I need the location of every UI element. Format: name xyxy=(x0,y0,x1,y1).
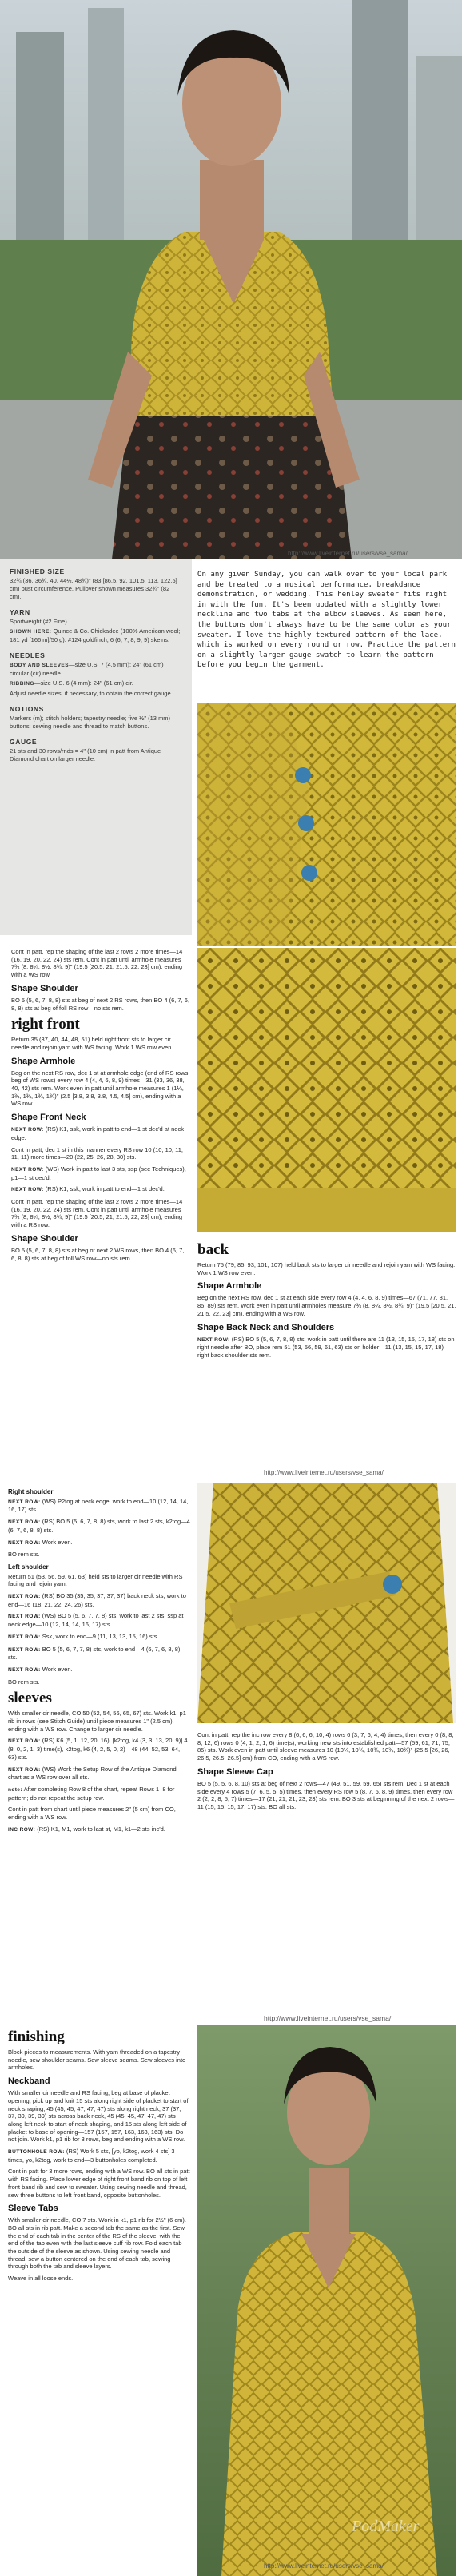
back-armhole-text: Beg on the next RS row, dec 1 st at each side every row 4 (4, 4, 6, 8, 9) times—67 (71, 77, 81, 85, 89) sts rem. Work even in patt until armholes measure 7¾ (8, 8¼, 8½, 8¾, 9)" (19.5 [20.5, 21, 21.5, 22, 23] cm), ending with a WS row. xyxy=(197,1294,456,1317)
sleeve-tabs-text: With smaller cir needle, CO 7 sts. Work in k1, p1 rib for 2½" (6 cm). BO all sts in rib patt. Make a second tab the same as the first. Sew the end of each tab in the center of the RS of the sleeve, with the end of the tab even with the last sleeve cuff rib row. Fold each tab the outside of the sleeve as shown. Using sewing needle and thread, sew a button centered on the end of each tab, sewing through both the tab and sleeve layers. xyxy=(8,2216,187,2271)
rs-bo-rem: BO rem sts. xyxy=(8,1551,40,1559)
needles-adjust: Adjust needle sizes, if necessary, to obtain the correct gauge. xyxy=(10,690,173,697)
shape-shoulder-text-2: BO 5 (5, 6, 7, 8, 8) sts at beg of next 2 WS rows, then BO 4 (6, 7, 6, 8, 8) sts at beg of foll WS row—no sts rem. xyxy=(11,1246,185,1262)
buttonhole-cont: Cont in patt for 3 more rows, ending with a WS row. BO all sts in patt with RS facing. Place lower edge of right front band rib on top of left front band rib and sew to sweater. Using sewing needle and thread, sew three buttons to left front band, opposite buttonholes. xyxy=(8,2168,190,2199)
sleeve-cap-heading: Shape Sleeve Cap xyxy=(197,1766,273,1777)
model-photo-bottom xyxy=(197,2025,456,2576)
back-heading: back xyxy=(197,1241,229,1258)
next-row-3: NEXT ROW: (RS) K1, ssk, work in patt to end—1 st dec'd. xyxy=(11,1185,165,1193)
ls-next-row-1: NEXT ROW: (RS) BO 35 (35, 35, 37, 37, 37) back neck sts, work to end—16 (18, 21, 22, 24, 26) sts. xyxy=(8,1592,186,1608)
finishing-heading: finishing xyxy=(8,2029,65,2045)
gauge-heading: GAUGE xyxy=(10,738,38,746)
watermark-url-2: http://www.liveinternet.ru/users/vse_sama/ xyxy=(264,1469,384,1476)
notions-heading: NOTIONS xyxy=(10,705,44,713)
watermark-url-1: http://www.liveinternet.ru/users/vse_sama/ xyxy=(288,550,408,557)
logo-watermark: PodMaker xyxy=(352,2518,420,2535)
back-neck-next-row: NEXT ROW: (RS) BO 5 (5, 6, 7, 8, 8) sts, work in patt until there are 11 (13, 15, 15, 17, 18) sts on right needle after BO, place rem 51 (53, 56, 59, 61, 63) sts on holder—11 (13, 15, 15, 17, 18) right back shoulder sts rem. xyxy=(197,1335,455,1359)
shape-shoulder-heading: Shape Shoulder xyxy=(11,983,78,993)
sleeves-cont: Cont in patt from chart until piece measures 2" (5 cm) from CO, ending with a WS row. xyxy=(8,1806,176,1822)
yarn-heading: YARN xyxy=(10,608,30,616)
sleeves-text: With smaller cir needle, CO 50 (52, 54, 56, 65, 67) sts. Work k1, p1 rib in rows (see Stitch Guide) until piece measures 1" (2.5 cm), ending with a WS row. Change to larger cir needle. xyxy=(8,1710,186,1733)
sleeve-tab-photo xyxy=(197,1483,456,1723)
watermark-url-4: http://www.liveinternet.ru/users/vse_sama/ xyxy=(264,2562,384,2570)
yarn-weight: Sportweight (#2 Fine). xyxy=(10,618,69,625)
gauge-text: 21 sts and 30 rows/rnds = 4" (10 cm) in patt from Antique Diamond chart on larger needle. xyxy=(10,747,161,762)
left-shoulder-heading: Left shoulder xyxy=(8,1563,49,1571)
ls-next-row-2: NEXT ROW: (WS) BO 5 (5, 6, 7, 7, 8) sts, work to last 2 sts, ssp at neck edge—10 (12, 14, 14, 16, 17) sts. xyxy=(8,1612,184,1629)
neckband-text: With smaller cir needle and RS facing, beg at base of placket opening, pick up and knit 15 sts along right side of placket to start of neck shaping, 45 (45, 45, 47, 47, 47) sts along right neck, 37 (37, 37, 39, 39, 39) sts across back neck, 45 (45, 45, 47, 47, 47) sts along left neck to start of neck shaping, and 15 sts along left side of placket to base of opening—157 (157, 157, 163, 163, 163) sts. Do not join. Work k1, p1 rib for 3 rows, beg and ending with a WS row. xyxy=(8,2089,189,2144)
column-sleeve-cap xyxy=(197,1731,456,1815)
rs-next-row-2: NEXT ROW: (RS) BO 5 (5, 6, 7, 8, 8) sts, work to last 2 sts, k2tog—4 (6, 7, 6, 8, 8) sts. xyxy=(8,1518,190,1534)
column-shoulders-sleeves xyxy=(8,1483,190,1838)
right-shoulder-heading: Right shoulder xyxy=(8,1488,54,1495)
specs-sidebar xyxy=(0,559,192,935)
weave-ends: Weave in all loose ends. xyxy=(8,2275,74,2283)
ls-next-row-5: NEXT ROW: Work even. xyxy=(8,1665,73,1673)
needles-body: BODY AND SLEEVES—size U.S. 7 (4.5 mm): 24" (61 cm) circular (cir) needle. xyxy=(10,661,164,677)
shape-armhole-text: Beg on the next RS row, dec 1 st at armhole edge (end of RS rows, beg of WS rows) every row 4 (4, 4, 6, 8, 9) times—31 (33, 36, 38, 40, 42) sts rem. Work even in patt until armhole measures 1 (1¼, 1¾, 1¾, 1¾, 1¾)" (2.5 [3.8, 3.8, 3.8, 4.5, 4.5] cm), ending with a WS row. xyxy=(11,1069,190,1108)
sleeves-note: note: After completing Row 8 of the chart, repeat Rows 1–8 for pattern; do not repeat the setup row. xyxy=(8,1785,175,1802)
ls-return: Return 51 (53, 56, 59, 61, 63) held sts to larger cir needle with RS facing and rejoin yarn. xyxy=(8,1572,183,1588)
buttonhole-row: BUTTONHOLE ROW: (RS) Work 5 sts, [yo, k2tog, work 4 sts] 3 times, yo, k2tog, work to end—3 buttonholes completed. xyxy=(8,2148,175,2164)
needles-heading: NEEDLES xyxy=(10,651,46,659)
rs-next-row-3: NEXT ROW: Work even. xyxy=(8,1538,73,1546)
column-finishing xyxy=(8,2025,190,2287)
intro-paragraph: On any given Sunday, you can walk over to your local park and be treated to a musical performance, breakdance demonstration, or wedding. This henley sweater fits right in with the fun. It's been updated with a slightly lower neckline and two tabs at the elbow sleeves. As seen here, the buttons don't always have to be the same color as your sweater. I love the highly textured pattern of the lace, which is worked on every round or row. Practice the pattern on a slightly larger gauge swatch to learn the pattern before you begin the garment. xyxy=(197,571,456,670)
finishing-block: Block pieces to measurements. With yarn threaded on a tapestry needle, sew shoulder seams. Sew sleeve seams. Sew sleeves into armholes. xyxy=(8,2048,186,2072)
ls-next-row-3: NEXT ROW: Ssk, work to end—9 (11, 13, 13, 15, 16) sts. xyxy=(8,1632,159,1640)
sleeve-cap-text: BO 5 (5, 5, 6, 8, 10) sts at beg of next 2 rows—47 (49, 51, 59, 59, 65) sts rem. Dec 1 st at each side every 4 rows 5 (7, 6, 5, 5, 5) times, then every RS row 5 (8, 7, 6, 8, 9) times, then every row 2 (2, 2, 8, 5, 7) times—17 (21, 21, 21, 23, 23) sts rem. BO 3 sts at beginning of the next 2 rows—11 (15, 15, 15, 17, 17) sts. BO all sts. xyxy=(197,1779,455,1810)
placket-detail-photo xyxy=(197,703,456,946)
sleeves-next-row-2: NEXT ROW: (WS) Work the Setup Row of the Antique Diamond chart as a WS row over all sts. xyxy=(8,1765,177,1782)
needles-ribbing: RIBBING—size U.S. 6 (4 mm): 24" (61 cm) cir. xyxy=(10,679,133,687)
shape-shoulder-text: BO 5 (5, 6, 7, 8, 8) sts at beg of next 2 RS rows, then BO 4 (6, 7, 6, 8, 8) sts at beg of foll RS row—no sts rem. xyxy=(11,996,190,1012)
model-photo-top xyxy=(0,0,462,559)
right-front-heading: right front xyxy=(11,1016,80,1033)
next-row-2: NEXT ROW: (WS) Work in patt to last 3 sts, ssp (see Techniques), p1—1 st dec'd. xyxy=(11,1165,186,1181)
neckband-heading: Neckband xyxy=(8,2076,50,2087)
sleeves-inc-row: INC ROW: (RS) K1, M1, work to last st, M1, k1—2 sts inc'd. xyxy=(8,1825,165,1833)
watermark-url-3: http://www.liveinternet.ru/users/vse_sama/ xyxy=(264,2014,392,2022)
lace-detail-photo xyxy=(197,948,456,1232)
sleeve-inc-paragraph: Cont in patt, rep the inc row every 8 (6, 6, 6, 10, 4) rows 6 (3, 7, 6, 4, 4) times, then every 0 (8, 8, 8, 12, 6) rows 0 (4, 1, 2, 1, 6) time(s), working new sts into established patt—57 (59, 61, 71, 75, 85) sts. Work even in patt until sleeve measures 10 (10¼, 10¾, 10¾, 10¾, 10¾)" (25.5 [26, 26, 26.5, 26.5, 26.5] cm) from CO, ending with a WS row. xyxy=(197,1731,454,1762)
ls-next-row-4: NEXT ROW: BO 5 (5, 6, 7, 7, 8) sts, work to end—4 (6, 7, 6, 8, 8) sts. xyxy=(8,1645,181,1662)
sleeves-next-row-1: NEXT ROW: (RS) K6 (5, 1, 12, 20, 16), [k2tog, k4 (3, 3, 13, 20, 9)] 4 (8, 0, 2, 1, 3) time(s), k2tog, k6 (4, 2, 5, 0, 2)—48 (44, 52, 53, 64, 63) sts. xyxy=(8,1737,188,1761)
shape-front-neck-heading: Shape Front Neck xyxy=(11,1113,86,1123)
next-row-1: NEXT ROW: (RS) K1, ssk, work in patt to end—1 st dec'd at neck edge. xyxy=(11,1125,184,1141)
finished-size-heading: FINISHED SIZE xyxy=(10,567,65,575)
neck-paragraph-3: Cont in patt, rep the shaping of the last 2 rows 2 more times—14 (16, 19, 20, 22, 24) sts rem. Cont in patt until armhole measures 7¾ (8, 8¼, 8½, 8¾, 9)" (19.5 [20.5, 21, 21.5, 22, 23] cm), ending with a RS row. xyxy=(11,1198,183,1229)
notions-text: Markers (m); stitch holders; tapestry needle; five ½" (13 mm) buttons; sewing needle and thread to match buttons. xyxy=(10,715,171,730)
column-right-front xyxy=(11,948,190,1266)
back-armhole-heading: Shape Armhole xyxy=(197,1281,262,1292)
column-back xyxy=(197,1237,456,1364)
ls-bo-rem: BO rem sts. xyxy=(8,1678,40,1686)
sleeve-tabs-heading: Sleeve Tabs xyxy=(8,2204,58,2214)
back-neck-heading: Shape Back Neck and Shoulders xyxy=(197,1322,335,1332)
rs-next-row-1: NEXT ROW: (WS) P2tog at neck edge, work to end—10 (12, 14, 14, 16, 17) sts. xyxy=(8,1497,189,1514)
sleeves-heading: sleeves xyxy=(8,1690,52,1707)
cont-paragraph: Cont in patt, rep the shaping of the last 2 rows 2 more times—14 (16, 19, 20, 22, 24) sts rem. Cont in patt until armhole measures 7¾ (8, 8¼, 8½, 8¾, 9)" (19.5 [20.5, 21, 21.5, 22, 23] cm), ending with a WS row. xyxy=(11,948,183,979)
neck-paragraph-2: Cont in patt, dec 1 st in this manner every RS row 10 (10, 10, 11, 11, 11) more times—20 (22, 25, 26, 28, 30) sts. xyxy=(11,1145,183,1161)
shape-armhole-heading: Shape Armhole xyxy=(11,1056,76,1066)
back-text: Return 75 (79, 85, 93, 101, 107) held back sts to larger cir needle and rejoin yarn with WS facing. Work 1 WS row even. xyxy=(197,1261,456,1276)
right-front-text: Return 35 (37, 40, 44, 48, 51) held right front sts to larger cir needle and rejoin yarn with WS facing. Work 1 WS row even. xyxy=(11,1036,173,1051)
finished-size-text: 32¾ (36, 36¾, 40, 44½, 48¾)" (83 [86.5, 92, 101.5, 113, 122.5] cm) bust circumference. Pullover shown measures 32¾" (82 cm). xyxy=(10,577,177,600)
shown-here: SHOWN HERE: Quince & Co. Chickadee (100% American wool; 181 yd [166 m]/50 g): #124 goldfinch, 6 (6, 7, 8, 9, 9) skeins. xyxy=(10,627,181,643)
shape-shoulder-heading-2: Shape Shoulder xyxy=(11,1233,78,1244)
